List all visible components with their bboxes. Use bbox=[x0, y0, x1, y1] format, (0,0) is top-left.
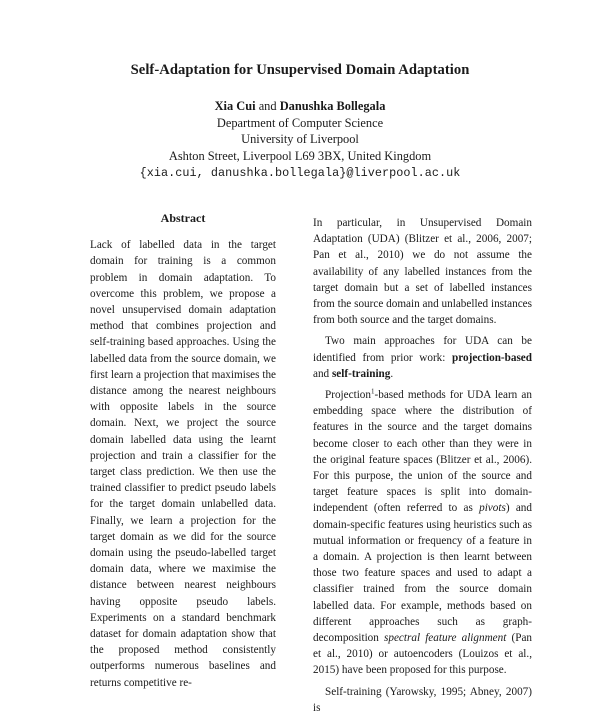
author-names bbox=[0, 98, 600, 115]
author-department: Department of Computer Science bbox=[216, 115, 384, 130]
abstract-body: Lack of labelled data in the target domain for training is a common problem in domain adaptation. To overcome this problem, we propose a novel unsupervised domain adaptation method that combines projection and self-training based approaches. Using the labelled data from the source domain, we first learn a projection that maximises the distance among the nearest neighbours with opposite labels in the source domain. Next, we project the source domain labelled data using the learnt projection and train a classifier for the target class prediction. We then use the trained classifier to predict pseudo labels for the target domain unlabelled data. Finally, we learn a projection for the target domain as we did for the source domain using the pseudo-labelled target domain data, where we maximise the distance between nearest neighbours having opposite pseudo labels. Experiments on a standard benchmark dataset for domain adaptation show that the proposed method consistently outperforms numerous baselines and returns competitive re- bbox=[90, 239, 276, 689]
author-email: {xia.cui, danushka.bollegala}@liverpool.ac.uk bbox=[139, 165, 461, 180]
paragraph-self-training: Self-training (Yarowsky, 1995; Abney, 2007) is bbox=[313, 685, 532, 714]
p3-text-b: -based methods for UDA learn an embedding space where the distribution of features in the source and the target domains become closer to each other than they were in the original feature spaces (Blitzer et al., 2006). For this purpose, the union of the source and target feature spaces is split into domain-independent (often referred to as bbox=[313, 389, 532, 515]
paragraph-uda: In particular, in Unsupervised Domain Adaptation (UDA) (Blitzer et al., 2006, 2007; Pan et al., 2010) we do not assume the availability of any labelled instances from the target domain but a set of labelled instances from the source domain and unlabelled instances from both source and the target domains. bbox=[313, 217, 532, 327]
p3-text-d: (Pan et al., 2010) or autoencoders (Louizos et al., 2015) have been proposed for this purpose. bbox=[313, 632, 533, 677]
abstract-heading: Abstract bbox=[160, 211, 206, 225]
author-university: University of Liverpool bbox=[241, 132, 359, 147]
p2-text-a: Two main approaches for UDA can be identified from prior work: bbox=[313, 335, 532, 364]
author-1: Xia Cui bbox=[214, 99, 256, 113]
author-2: Danushka Bollegala bbox=[279, 99, 386, 113]
p2-text-b: and bbox=[313, 367, 332, 380]
term-self-training: self-training bbox=[331, 367, 391, 380]
paragraph-projection bbox=[313, 387, 532, 679]
p3-text-a: Projection bbox=[325, 389, 371, 402]
paragraph-approaches bbox=[313, 333, 532, 382]
paper-title: Self-Adaptation for Unsupervised Domain Adaptation bbox=[130, 62, 470, 78]
p2-text-c: . bbox=[390, 367, 394, 380]
right-column bbox=[313, 215, 532, 716]
term-pivots: pivots bbox=[479, 502, 506, 515]
p3-text-c: ) and domain-specific features using heuristics such as mutual information or frequency of a feature in a domain. A projection is then learnt between those two feature spaces and used to adapt a classifier trained from the source domain labelled data. For example, methods based on different approaches such as graph-decomposition bbox=[313, 502, 532, 645]
author-block bbox=[0, 98, 600, 182]
author-address: Ashton Street, Liverpool L69 3BX, United Kingdom bbox=[168, 149, 432, 164]
author-conjunction: and bbox=[258, 99, 277, 113]
footnote-marker: 1 bbox=[371, 387, 375, 396]
left-column bbox=[90, 210, 276, 691]
term-spectral-feature-alignment: spectral feature alignment bbox=[384, 632, 507, 645]
term-projection-based: projection-based bbox=[452, 351, 532, 364]
